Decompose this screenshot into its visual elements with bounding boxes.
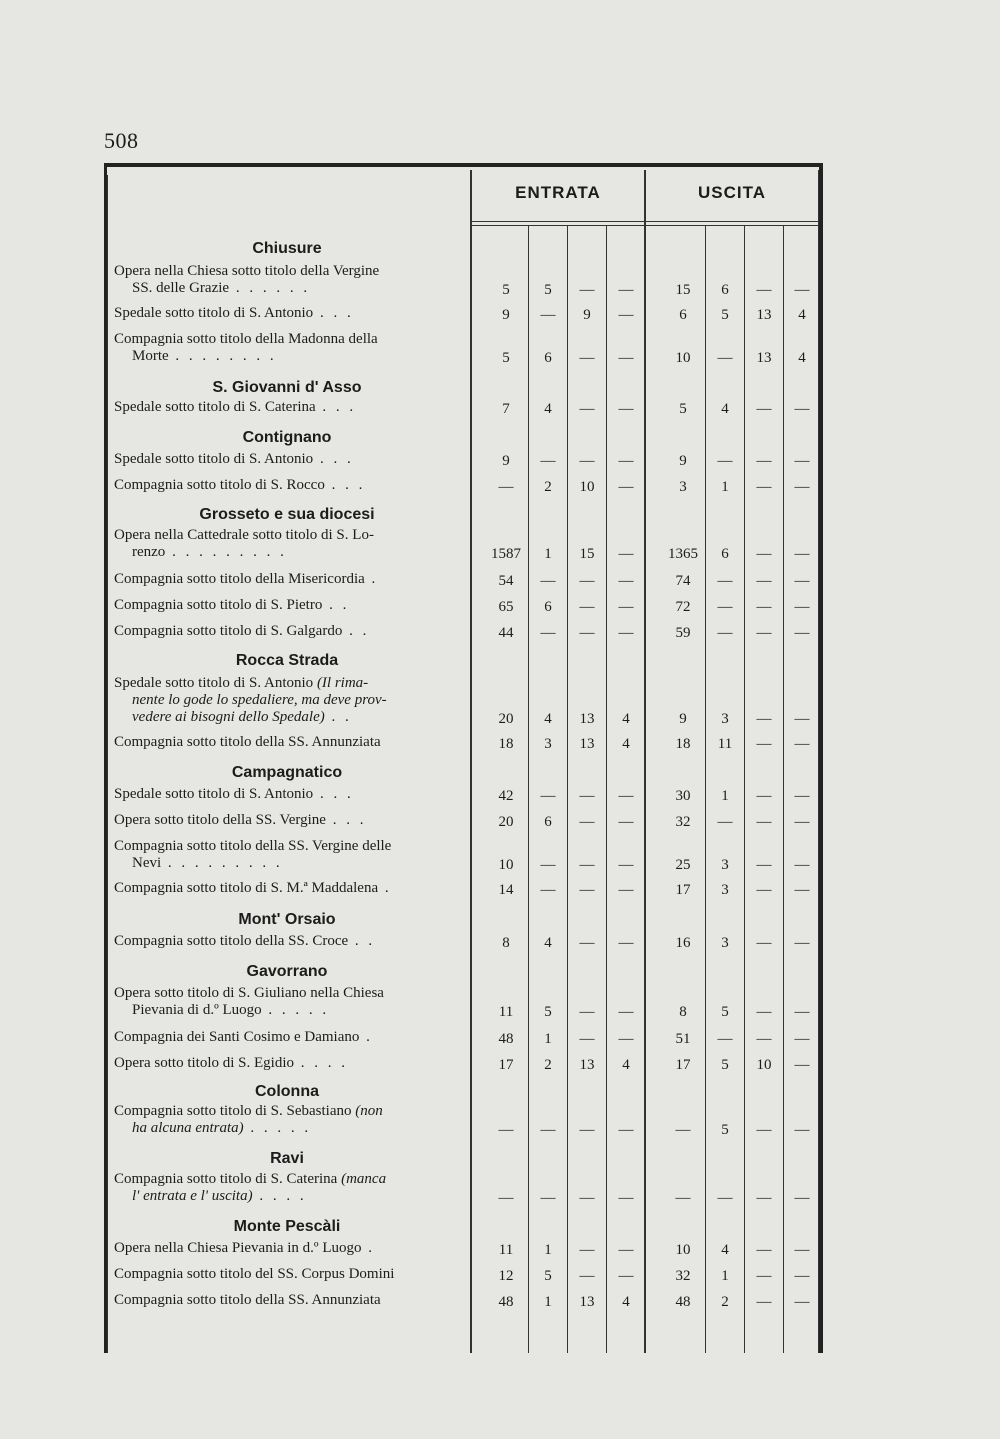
value-cell: —: [618, 1268, 634, 1284]
value-cell: —: [794, 788, 810, 804]
value-cell: —: [756, 453, 772, 469]
value-cell: —: [618, 573, 634, 589]
value-cell: —: [717, 599, 733, 615]
value-cell: 13: [756, 350, 772, 366]
value-cell: —: [540, 573, 556, 589]
value-cell: —: [794, 479, 810, 495]
value-cell: 3: [721, 711, 729, 727]
value-cell: 17: [498, 1057, 514, 1073]
row-label: Opera nella Chiesa sotto titolo della Vergine SS. delle Grazie . . . . . .: [114, 263, 380, 296]
value-cell: —: [794, 546, 810, 562]
value-cell: —: [717, 1031, 733, 1047]
value-cell: 5: [721, 1004, 729, 1020]
value-cell: 12: [498, 1268, 514, 1284]
value-cell: —: [794, 1242, 810, 1258]
value-cell: 13: [579, 711, 595, 727]
value-cell: 4: [798, 307, 806, 323]
value-cell: 3: [721, 857, 729, 873]
row-label: Compagnia sotto titolo di S. M.ª Maddalena .: [114, 880, 392, 896]
row-label: Opera nella Chiesa Pievania in d.º Luogo .: [114, 1240, 375, 1256]
value-cell: —: [579, 1242, 595, 1258]
value-cell: —: [540, 788, 556, 804]
value-cell: —: [618, 625, 634, 641]
left-rule: [107, 175, 108, 1353]
row-label: Compagnia sotto titolo della SS. Vergine delle Nevi . . . . . . . . .: [114, 838, 392, 871]
value-cell: 1: [544, 1294, 552, 1310]
value-cell: —: [618, 479, 634, 495]
col-rule: [567, 226, 568, 1353]
value-cell: —: [756, 882, 772, 898]
value-cell: 20: [498, 711, 514, 727]
value-cell: —: [794, 1268, 810, 1284]
row-label: Compagnia sotto titolo di S. Caterina (manca l' entrata e l' uscita) . . . .: [114, 1171, 387, 1204]
value-cell: 5: [544, 1004, 552, 1020]
value-cell: —: [756, 1242, 772, 1258]
value-cell: —: [675, 1190, 691, 1206]
value-cell: 10: [498, 857, 514, 873]
row-label: Compagnia sotto titolo di S. Rocco . . .: [114, 477, 366, 493]
value-cell: —: [794, 1294, 810, 1310]
value-cell: —: [540, 453, 556, 469]
value-cell: 4: [544, 401, 552, 417]
row-label: Opera sotto titolo della SS. Vergine . . .: [114, 812, 367, 828]
value-cell: —: [540, 1122, 556, 1138]
value-cell: —: [579, 350, 595, 366]
value-cell: —: [618, 788, 634, 804]
value-cell: 51: [675, 1031, 691, 1047]
value-cell: —: [756, 1031, 772, 1047]
value-cell: —: [717, 573, 733, 589]
value-cell: —: [498, 1190, 514, 1206]
value-cell: —: [579, 935, 595, 951]
value-cell: 13: [579, 1294, 595, 1310]
header-rule: [470, 221, 819, 222]
value-cell: 5: [721, 1057, 729, 1073]
value-cell: —: [794, 1190, 810, 1206]
value-cell: —: [756, 546, 772, 562]
value-cell: 3: [679, 479, 687, 495]
value-cell: —: [756, 1004, 772, 1020]
value-cell: 7: [502, 401, 510, 417]
col-rule: [744, 226, 745, 1353]
value-cell: 4: [622, 711, 630, 727]
value-cell: 30: [675, 788, 691, 804]
value-cell: 32: [675, 1268, 691, 1284]
section-heading: Ravi: [270, 1150, 304, 1167]
value-cell: 10: [675, 350, 691, 366]
value-cell: 65: [498, 599, 514, 615]
row-label: Spedale sotto titolo di S. Antonio (Il rima- nente lo gode lo spedaliere, ma deve prov- vedere ai bisogni dello Spedale) . .: [114, 675, 387, 725]
row-label: Spedale sotto titolo di S. Antonio . . .: [114, 305, 354, 321]
value-cell: —: [794, 573, 810, 589]
value-cell: 3: [721, 882, 729, 898]
row-label: Compagnia sotto titolo di S. Sebastiano (non ha alcuna entrata) . . . . .: [114, 1103, 383, 1136]
value-cell: —: [794, 935, 810, 951]
value-cell: 4: [544, 935, 552, 951]
value-cell: —: [756, 814, 772, 830]
value-cell: —: [618, 857, 634, 873]
value-cell: —: [618, 1122, 634, 1138]
value-cell: 4: [544, 711, 552, 727]
value-cell: 2: [544, 1057, 552, 1073]
section-heading: Mont' Orsaio: [238, 911, 336, 928]
value-cell: —: [618, 1190, 634, 1206]
value-cell: 6: [721, 282, 729, 298]
value-cell: 1: [544, 1031, 552, 1047]
value-cell: —: [756, 1294, 772, 1310]
value-cell: —: [794, 282, 810, 298]
value-cell: —: [794, 625, 810, 641]
row-label: Compagnia sotto titolo del SS. Corpus Domini: [114, 1266, 395, 1282]
value-cell: —: [675, 1122, 691, 1138]
value-cell: —: [579, 788, 595, 804]
value-cell: —: [717, 350, 733, 366]
section-heading: Grosseto e sua diocesi: [199, 506, 375, 523]
value-cell: —: [540, 625, 556, 641]
value-cell: —: [756, 857, 772, 873]
value-cell: 4: [622, 1057, 630, 1073]
value-cell: —: [579, 814, 595, 830]
value-cell: —: [756, 711, 772, 727]
value-cell: 5: [502, 350, 510, 366]
value-cell: —: [579, 1190, 595, 1206]
value-cell: —: [717, 625, 733, 641]
value-cell: 1365: [668, 546, 698, 562]
value-cell: 15: [675, 282, 691, 298]
row-label: Spedale sotto titolo di S. Caterina . . .: [114, 399, 357, 415]
uscita-header: USCITA: [697, 183, 766, 202]
value-cell: —: [794, 1122, 810, 1138]
value-cell: 9: [679, 711, 687, 727]
value-cell: —: [618, 546, 634, 562]
right-rule: [818, 170, 819, 1353]
value-cell: —: [756, 625, 772, 641]
value-cell: 13: [579, 1057, 595, 1073]
value-cell: —: [794, 736, 810, 752]
value-cell: 5: [721, 1122, 729, 1138]
value-cell: 6: [679, 307, 687, 323]
value-cell: —: [618, 401, 634, 417]
row-label: Spedale sotto titolo di S. Antonio . . .: [114, 786, 354, 802]
value-cell: 48: [498, 1031, 514, 1047]
section-heading: Colonna: [255, 1083, 319, 1100]
header-rule: [470, 225, 819, 226]
value-cell: 1: [544, 1242, 552, 1258]
value-cell: —: [618, 1242, 634, 1258]
value-cell: —: [756, 401, 772, 417]
value-cell: 10: [756, 1057, 772, 1073]
row-label: Compagnia sotto titolo della SS. Annunziata: [114, 1292, 381, 1308]
value-cell: 1: [721, 788, 729, 804]
row-label: Compagnia sotto titolo della Misericordia .: [114, 571, 379, 587]
value-cell: 5: [544, 282, 552, 298]
value-cell: 10: [579, 479, 595, 495]
uscita-divider: [644, 170, 646, 1353]
value-cell: 17: [675, 1057, 691, 1073]
value-cell: 9: [583, 307, 591, 323]
section-heading: Contignano: [242, 429, 332, 446]
value-cell: —: [794, 711, 810, 727]
value-cell: 48: [675, 1294, 691, 1310]
value-cell: —: [579, 1122, 595, 1138]
value-cell: 9: [502, 307, 510, 323]
value-cell: 1: [544, 546, 552, 562]
value-cell: —: [794, 882, 810, 898]
value-cell: 54: [498, 573, 514, 589]
value-cell: —: [717, 1190, 733, 1206]
row-label: Compagnia sotto titolo di S. Galgardo . .: [114, 623, 370, 639]
value-cell: —: [794, 599, 810, 615]
value-cell: —: [618, 882, 634, 898]
value-cell: —: [618, 307, 634, 323]
value-cell: 18: [498, 736, 514, 752]
row-label: Compagnia sotto titolo della SS. Croce . .: [114, 933, 376, 949]
value-cell: —: [579, 625, 595, 641]
value-cell: —: [756, 599, 772, 615]
value-cell: 2: [721, 1294, 729, 1310]
value-cell: —: [756, 573, 772, 589]
value-cell: 5: [721, 307, 729, 323]
value-cell: 2: [544, 479, 552, 495]
value-cell: 1587: [491, 546, 521, 562]
entrata-header: ENTRATA: [515, 183, 601, 202]
value-cell: —: [579, 599, 595, 615]
value-cell: —: [794, 1004, 810, 1020]
value-cell: 4: [721, 1242, 729, 1258]
value-cell: —: [579, 1268, 595, 1284]
value-cell: —: [579, 1004, 595, 1020]
value-cell: —: [794, 814, 810, 830]
value-cell: 4: [622, 1294, 630, 1310]
value-cell: —: [794, 857, 810, 873]
value-cell: —: [618, 453, 634, 469]
value-cell: —: [579, 573, 595, 589]
value-cell: —: [756, 1122, 772, 1138]
value-cell: 1: [721, 1268, 729, 1284]
value-cell: —: [618, 814, 634, 830]
value-cell: —: [794, 453, 810, 469]
value-cell: —: [756, 1268, 772, 1284]
value-cell: —: [756, 479, 772, 495]
value-cell: —: [717, 814, 733, 830]
value-cell: —: [618, 1031, 634, 1047]
row-label: Compagnia sotto titolo di S. Pietro . .: [114, 597, 350, 613]
page-number: 508: [104, 128, 139, 153]
row-label: Spedale sotto titolo di S. Antonio . . .: [114, 451, 354, 467]
value-cell: —: [756, 282, 772, 298]
section-heading: Chiusure: [252, 240, 322, 257]
value-cell: —: [618, 350, 634, 366]
value-cell: —: [756, 935, 772, 951]
value-cell: 42: [498, 788, 514, 804]
value-cell: 72: [675, 599, 691, 615]
value-cell: —: [540, 857, 556, 873]
value-cell: —: [618, 935, 634, 951]
value-cell: 44: [498, 625, 514, 641]
value-cell: —: [579, 453, 595, 469]
value-cell: —: [618, 599, 634, 615]
value-cell: 6: [544, 350, 552, 366]
value-cell: 3: [721, 935, 729, 951]
value-cell: 4: [622, 736, 630, 752]
value-cell: 74: [675, 573, 691, 589]
value-cell: 9: [502, 453, 510, 469]
row-label: Opera sotto titolo di S. Giuliano nella Chiesa Pievania di d.º Luogo . . . . .: [114, 985, 384, 1018]
value-cell: —: [579, 1031, 595, 1047]
row-label: Compagnia dei Santi Cosimo e Damiano .: [114, 1029, 373, 1045]
value-cell: —: [756, 736, 772, 752]
value-cell: 9: [679, 453, 687, 469]
value-cell: 16: [675, 935, 691, 951]
row-label: Opera sotto titolo di S. Egidio . . . .: [114, 1055, 348, 1071]
value-cell: 8: [502, 935, 510, 951]
value-cell: —: [579, 401, 595, 417]
value-cell: 11: [498, 1242, 514, 1258]
value-cell: —: [579, 857, 595, 873]
value-cell: 10: [675, 1242, 691, 1258]
value-cell: 5: [502, 282, 510, 298]
value-cell: —: [579, 882, 595, 898]
value-cell: —: [498, 1122, 514, 1138]
value-cell: —: [794, 1031, 810, 1047]
value-cell: —: [540, 307, 556, 323]
value-cell: 18: [675, 736, 691, 752]
value-cell: —: [717, 453, 733, 469]
value-cell: 5: [679, 401, 687, 417]
value-cell: —: [498, 479, 514, 495]
value-cell: 8: [679, 1004, 687, 1020]
value-cell: 20: [498, 814, 514, 830]
value-cell: 4: [721, 401, 729, 417]
value-cell: —: [579, 282, 595, 298]
value-cell: —: [618, 1004, 634, 1020]
value-cell: 3: [544, 736, 552, 752]
value-cell: —: [756, 788, 772, 804]
row-label: Opera nella Cattedrale sotto titolo di S. Lo- renzo . . . . . . . . .: [114, 527, 374, 560]
value-cell: 17: [675, 882, 691, 898]
value-cell: 1: [721, 479, 729, 495]
value-cell: 11: [717, 736, 733, 752]
value-cell: —: [618, 282, 634, 298]
value-cell: 25: [675, 857, 691, 873]
value-cell: 32: [675, 814, 691, 830]
col-rule: [606, 226, 607, 1353]
value-cell: —: [794, 401, 810, 417]
row-label: Compagnia sotto titolo della SS. Annunziata: [114, 734, 381, 750]
section-heading: Campagnatico: [231, 764, 343, 781]
value-cell: —: [540, 1190, 556, 1206]
value-cell: 14: [498, 882, 514, 898]
value-cell: 5: [544, 1268, 552, 1284]
value-cell: 59: [675, 625, 691, 641]
row-label: Compagnia sotto titolo della Madonna della Morte . . . . . . . .: [114, 331, 378, 364]
value-cell: 6: [544, 599, 552, 615]
value-cell: 11: [498, 1004, 514, 1020]
entrata-divider: [470, 170, 472, 1353]
value-cell: 6: [544, 814, 552, 830]
value-cell: 13: [756, 307, 772, 323]
value-cell: 4: [798, 350, 806, 366]
section-heading: Monte Pescàli: [233, 1218, 341, 1235]
section-heading: Gavorrano: [246, 963, 328, 980]
value-cell: 48: [498, 1294, 514, 1310]
value-cell: 15: [579, 546, 595, 562]
section-heading: Rocca Strada: [235, 652, 339, 669]
value-cell: —: [794, 1057, 810, 1073]
value-cell: —: [756, 1190, 772, 1206]
value-cell: 13: [579, 736, 595, 752]
section-heading: S. Giovanni d' Asso: [212, 379, 362, 396]
value-cell: —: [540, 882, 556, 898]
value-cell: 6: [721, 546, 729, 562]
